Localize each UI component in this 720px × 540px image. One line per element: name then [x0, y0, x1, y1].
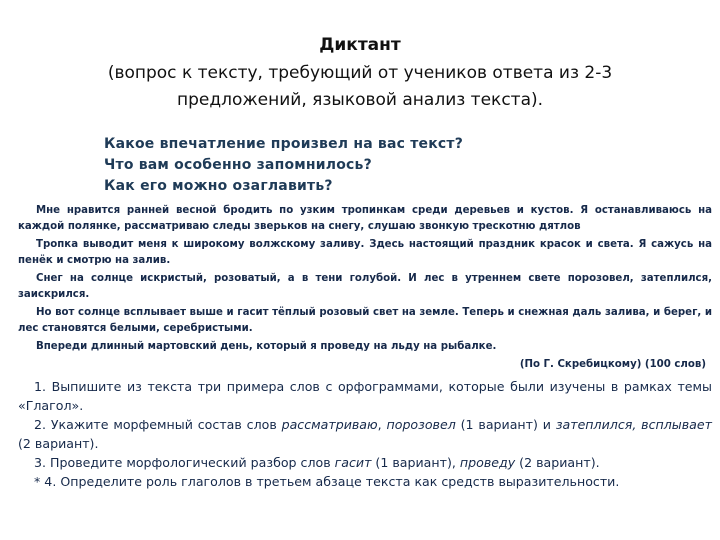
task-3: [18, 453, 712, 472]
task-2-middle: (1 вариант) и: [455, 417, 556, 432]
task-2-word-2: порозовел: [386, 417, 456, 432]
paragraph-1: Мне нравится ранней весной бродить по узким тропинкам среди деревьев и кустов. Я останавливаюсь на каждой полянке, рассматриваю следы зверьков на снегу, слушаю звонкую трескотню дятлов: [18, 205, 712, 232]
dictation-text: [18, 203, 712, 373]
task-2-word-1: рассматриваю: [281, 417, 378, 432]
task-2-word-3: затеплился, всплывает: [555, 417, 712, 432]
source-attribution: (По Г. Скребицкому) (100 слов): [519, 359, 706, 370]
slide-title: Диктант: [319, 35, 401, 55]
task-1: 1. Выпишите из текста три примера слов с орфограммами, которые были изучены в рамках темы «Глагол».: [18, 379, 712, 413]
questions-block: [104, 134, 664, 197]
task-3-middle: (1 вариант),: [371, 455, 460, 470]
question-1: Какое впечатление произвел на вас текст?: [104, 136, 464, 152]
paragraph-2: Тропка выводит меня к широкому волжскому заливу. Здесь настоящий праздник красок и света. Я сажусь на пенёк и смотрю на залив.: [18, 239, 712, 266]
slide-subtitle-line-1: (вопрос к тексту, требующий от учеников ответа из 2-3: [107, 63, 613, 83]
task-2-separator: ,: [377, 417, 387, 432]
paragraph-3: Снег на солнце искристый, розоватый, а в тени голубой. И лес в утреннем свете порозовел, затеплился, заискрился.: [18, 273, 712, 300]
question-2: Что вам особенно запомнилось?: [104, 157, 372, 173]
task-4: * 4. Определите роль глаголов в третьем абзаце текста как средств выразительности.: [34, 474, 620, 489]
paragraph-4: Но вот солнце всплывает выше и гасит тёплый розовый свет на земле. Теперь и снежная даль залива, и берег, и лес становятся белыми, серебристыми.: [18, 307, 712, 334]
tasks-list: [18, 377, 712, 491]
paragraph-5: Впереди длинный мартовский день, который я проведу на льду на рыбалке.: [36, 341, 497, 352]
question-3: Как его можно озаглавить?: [104, 178, 333, 194]
task-3-suffix: (2 вариант).: [515, 455, 600, 470]
header: [0, 34, 720, 114]
task-2: [18, 415, 712, 453]
slide-subtitle-line-2: предложений, языковой анализ текста).: [176, 90, 544, 110]
task-2-suffix: (2 вариант).: [18, 436, 99, 451]
task-3-word-2: проведу: [459, 455, 516, 470]
task-2-prefix: 2. Укажите морфемный состав слов: [34, 417, 282, 432]
task-3-prefix: 3. Проведите морфологический разбор слов: [34, 455, 335, 470]
task-3-word-1: гасит: [334, 455, 372, 470]
